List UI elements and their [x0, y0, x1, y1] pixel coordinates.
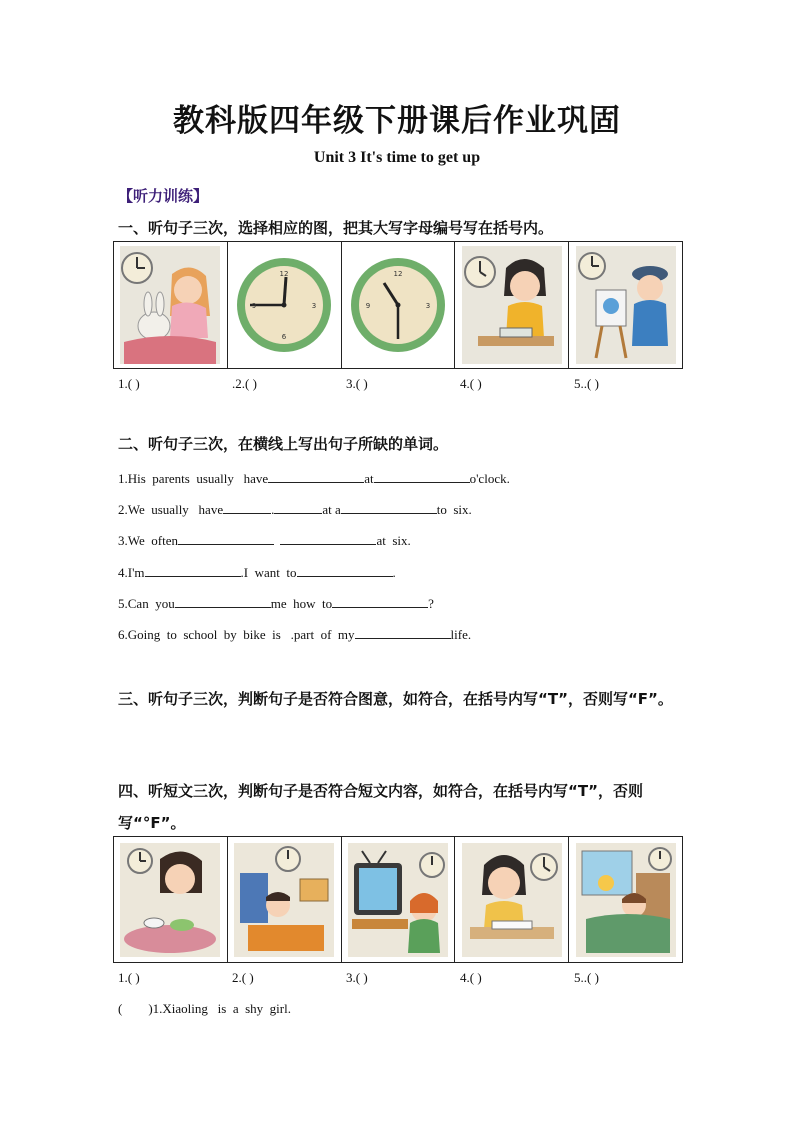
blank[interactable]	[332, 595, 428, 608]
blank[interactable]	[280, 532, 376, 545]
part4-heading: 四、听短文三次，判断句子是否符合短文内容，如符合，在括号内写“T”，否则写“°F”。	[118, 782, 643, 832]
svg-text:3: 3	[425, 302, 431, 310]
answer-slot[interactable]: 4.( )	[460, 970, 482, 985]
statement-1: ( )1.Xiaoling is a shy girl.	[118, 1001, 291, 1016]
part3-heading: 三、听句子三次，判断句子是否符合图意，如符合，在括号内写“T”，否则写“F”。	[118, 690, 673, 708]
girl-waking-up-with-clock-icon	[120, 246, 220, 364]
svg-text:9: 9	[251, 302, 257, 310]
girl-eating-with-clock-icon	[462, 246, 562, 364]
svg-text:12: 12	[279, 270, 289, 278]
part1-picture-1	[114, 242, 227, 368]
blank[interactable]	[297, 564, 393, 577]
clock-icon	[348, 255, 448, 355]
girl-writing-icon	[462, 843, 562, 957]
answer-slot[interactable]: 1.( )	[118, 376, 140, 391]
boy-in-bed-icon	[576, 843, 676, 957]
blank[interactable]	[341, 501, 437, 514]
section-tag: 【听力训练】	[118, 187, 209, 205]
sentence-1: 1.His parents usually have at o'clock.	[118, 471, 510, 486]
answer-slot[interactable]: 3.( )	[346, 376, 368, 391]
unit-subtitle: Unit 3 It's time to get up	[313, 149, 481, 166]
svg-text:12: 12	[393, 270, 403, 278]
page-title: 教科版四年级下册课后作业巩固	[173, 103, 621, 139]
sentence-4: 4.I'm .I want to .	[118, 565, 396, 580]
blank[interactable]	[268, 470, 364, 483]
answer-slot[interactable]: 1.( )	[118, 970, 140, 985]
sentence-3: 3.We often at six.	[118, 533, 411, 548]
part1-picture-4	[454, 242, 568, 368]
boy-doing-homework-icon	[234, 843, 334, 957]
part1-answer-row	[118, 376, 688, 392]
blank[interactable]	[223, 501, 271, 514]
answer-slot[interactable]: 3.( )	[346, 970, 368, 985]
part1-heading: 一、听句子三次，选择相应的图，把其大写字母编号写在括号内。	[118, 219, 554, 237]
answer-slot[interactable]: 2.( )	[232, 970, 254, 985]
clock-icon	[234, 255, 334, 355]
sentence-6: 6.Going to school by bike is .part of my life.	[118, 627, 472, 642]
part4-picture-1	[114, 837, 227, 962]
part4-picture-4	[454, 837, 568, 962]
blank[interactable]	[178, 532, 274, 545]
svg-text:3: 3	[311, 302, 317, 310]
part1-picture-3	[341, 242, 455, 368]
part4-picture-5	[568, 837, 682, 962]
blank[interactable]	[374, 470, 470, 483]
girl-painting-with-clock-icon	[576, 246, 676, 364]
part1-picture-table	[113, 241, 683, 369]
blank[interactable]	[175, 595, 271, 608]
sentence-2: 2.We usually have . at a to six.	[118, 502, 472, 517]
part4-picture-3	[341, 837, 455, 962]
part2-heading: 二、听句子三次，在横线上写出句子所缺的单词。	[118, 435, 449, 453]
svg-text:6: 6	[281, 333, 287, 341]
blank[interactable]	[145, 564, 241, 577]
sentence-5: 5.Can you me how to ?	[118, 596, 434, 611]
part1-picture-5	[568, 242, 682, 368]
answer-slot[interactable]: 5..( )	[574, 376, 599, 391]
part4-picture-2	[227, 837, 341, 962]
girl-eating-breakfast-icon	[120, 843, 220, 957]
answer-slot[interactable]: 5..( )	[574, 970, 599, 985]
part4-answer-row	[118, 970, 688, 986]
blank[interactable]	[274, 501, 322, 514]
part1-picture-2	[227, 242, 341, 368]
girl-watching-tv-icon	[348, 843, 448, 957]
answer-slot[interactable]: 4.( )	[460, 376, 482, 391]
answer-slot[interactable]: .2.( )	[232, 376, 257, 391]
blank[interactable]	[355, 626, 451, 639]
svg-text:9: 9	[365, 302, 371, 310]
part4-picture-table	[113, 836, 683, 963]
